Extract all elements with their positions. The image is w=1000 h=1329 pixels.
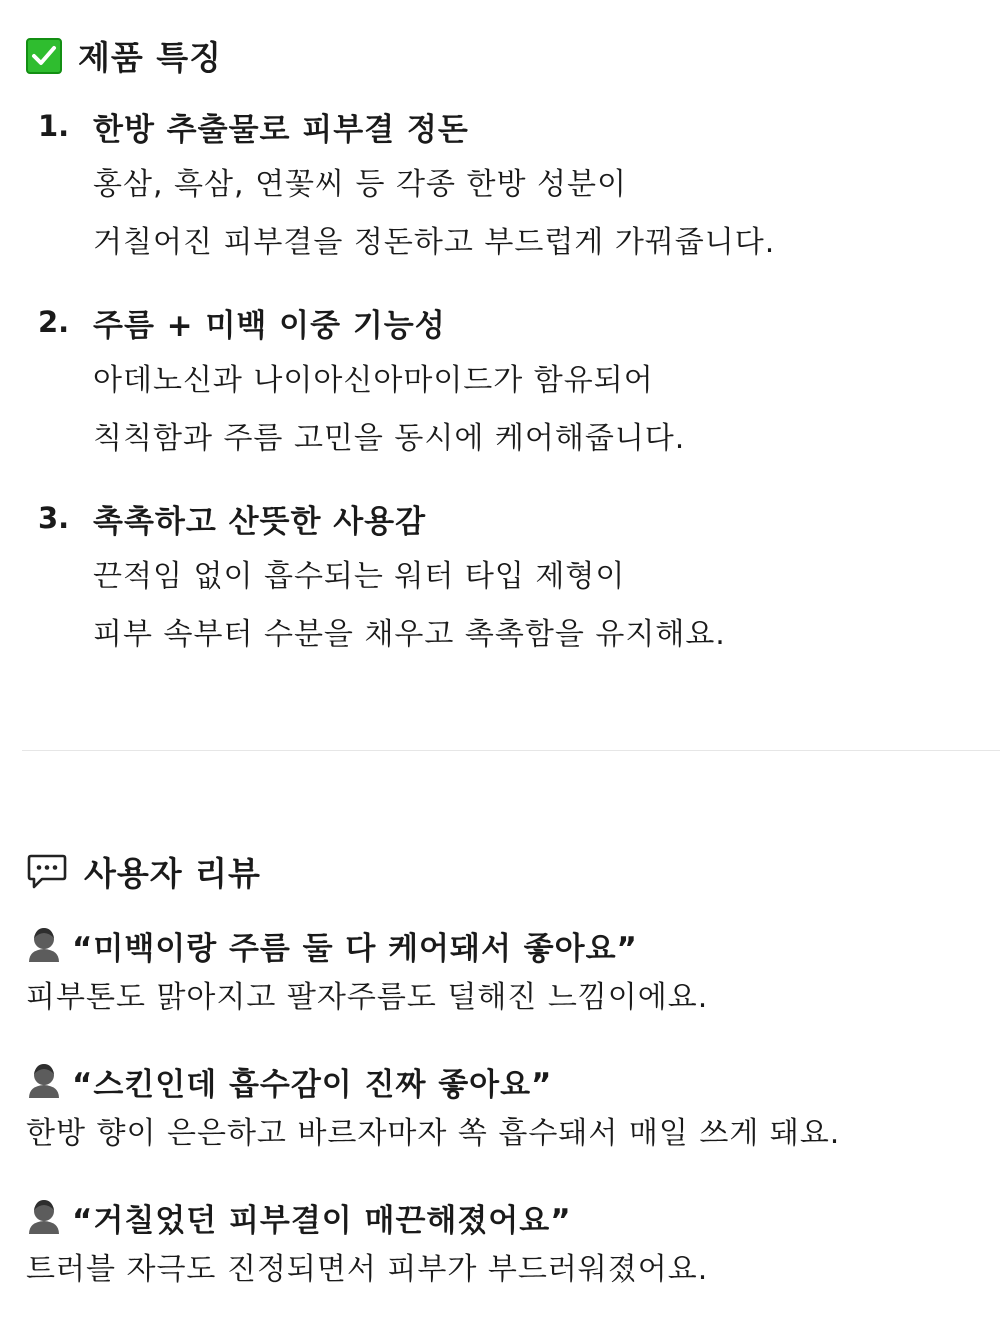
review-body: 한방 향이 은은하고 바르자마자 쏙 흡수돼서 매일 쓰게 돼요. [26,1116,841,1151]
feature-title: 촉촉하고 산뜻한 사용감 [93,503,427,540]
feature-item [38,104,978,272]
review-body: 트러블 자극도 진정되면서 피부가 부드러워졌어요. [26,1252,709,1287]
person-silhouette-icon [26,1197,62,1237]
feature-description-line: 아데노신과 나이아신아마이드가 함유되어 [93,363,654,398]
review-body: 피부톤도 맑아지고 팔자주름도 덜해진 느낌이에요. [26,980,709,1015]
speech-bubble-icon [26,852,68,892]
feature-number: 3. [38,501,70,535]
person-silhouette-icon [26,925,62,965]
feature-title: 주름 + 미백 이중 기능성 [93,307,446,344]
reviews-title: 사용자 리뷰 [84,854,261,893]
feature-description-line: 홍삼, 흑삼, 연꽃씨 등 각종 한방 성분이 [93,167,627,202]
feature-description-line: 칙칙함과 주름 고민을 동시에 케어해줍니다. [93,421,686,456]
feature-description-line: 거칠어진 피부결을 정돈하고 부드럽게 가꿔줍니다. [93,225,776,260]
features-title: 제품 특징 [78,38,223,77]
review-quote: “거칠었던 피부결이 매끈해졌어요” [72,1202,572,1239]
person-silhouette-icon [26,1061,62,1101]
review-item [26,922,986,1028]
feature-number: 1. [38,109,70,143]
review-item [26,1058,986,1164]
feature-description-line: 피부 속부터 수분을 채우고 촉촉함을 유지해요. [93,617,726,652]
review-quote: “미백이랑 주름 둘 다 케어돼서 좋아요” [72,930,638,967]
review-quote: “스킨인데 흡수감이 진짜 좋아요” [72,1066,553,1103]
feature-description-line: 끈적임 없이 흡수되는 워터 타입 제형이 [93,559,626,594]
feature-number: 2. [38,305,70,339]
reviews-header [26,848,261,895]
features-header [26,32,222,79]
feature-item [38,496,978,664]
section-divider [22,750,1000,751]
feature-item [38,300,978,468]
review-item [26,1194,986,1300]
check-mark-button-icon [26,38,62,74]
feature-title: 한방 추출물로 피부결 정돈 [93,111,469,148]
